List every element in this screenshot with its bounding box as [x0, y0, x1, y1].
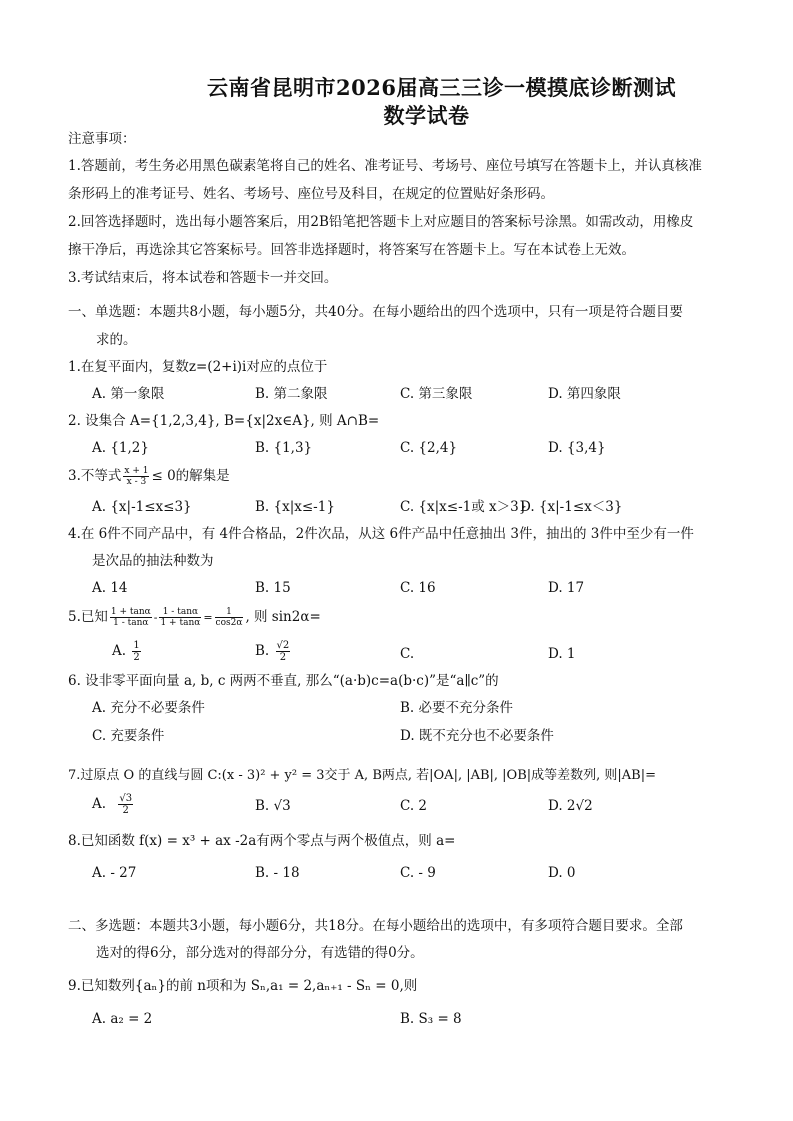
question-5-fraction-2: [159, 607, 201, 628]
question-5-equals: =: [203, 611, 213, 624]
question-5-fraction-3: [215, 607, 244, 628]
question-2-option-d[interactable]: D. {3,4}: [548, 440, 606, 456]
question-9-option-a[interactable]: A. a₂ = 2: [92, 1011, 153, 1027]
question-5-option-b-fraction: [276, 640, 291, 663]
question-5-option-a-fraction: [132, 640, 140, 663]
question-5-option-b-num: √2: [276, 640, 290, 651]
question-1-option-a[interactable]: A. 第一象限: [92, 386, 165, 402]
question-7-option-a-label: A.: [92, 796, 107, 812]
question-3-option-d[interactable]: D. {x|-1≤x＜3}: [520, 499, 623, 515]
question-4-option-c[interactable]: C. 16: [400, 580, 436, 596]
question-4-option-b[interactable]: B. 15: [255, 580, 291, 596]
question-5-fraction-1: [110, 607, 152, 628]
question-3-stem: [68, 466, 230, 487]
question-7-option-a[interactable]: [92, 793, 135, 816]
section2-heading: 二、多选题：本题共3小题，每小题6分，共18分。在每小题给出的选项中，有多项符合题目要求。全部: [68, 918, 683, 934]
question-7-option-c[interactable]: C. 2: [400, 798, 428, 814]
question-5-fraction-3-num: 1: [215, 607, 244, 618]
notice-item-1a: 1.答题前，考生务必用黑色碳素笔将自己的姓名、准考证号、考场号、座位号填写在答题卡上，并认真核准: [68, 158, 702, 174]
question-6-stem: 6. 设非零平面向量 a, b, c 两两不垂直, 那么“(a·b)c=a(b·c)”是“a∥c”的: [68, 673, 499, 689]
question-6-option-d[interactable]: D. 既不充分也不必要条件: [400, 728, 554, 744]
question-3-fraction-den: x - 3: [126, 477, 147, 487]
question-5-stem-pre: 5.已知: [68, 609, 108, 625]
exam-title: 云南省昆明市2026届高三三诊一模摸底诊断测试: [207, 75, 676, 100]
question-7-option-b[interactable]: B. √3: [255, 798, 291, 814]
section2-heading-cont: 选对的得6分，部分选对的得部分分，有选错的得0分。: [96, 945, 424, 961]
question-5-option-b-den: 2: [279, 652, 287, 663]
section1-heading: 一、单选题：本题共8小题，每小题5分，共40分。在每小题给出的四个选项中，只有一项是符合题目要: [68, 304, 683, 320]
question-7-stem: 7.过原点 O 的直线与圆 C:(x - 3)² + y² = 3交于 A, B两点, 若|OA|, |AB|, |OB|成等差数列, 则|AB|=: [68, 768, 657, 783]
question-3-option-a[interactable]: A. {x|-1≤x≤3}: [92, 499, 192, 515]
notice-heading: 注意事项：: [68, 131, 136, 147]
question-6-option-c[interactable]: C. 充要条件: [92, 728, 165, 744]
question-9-option-b[interactable]: B. S₃ = 8: [400, 1011, 462, 1027]
question-7-option-d[interactable]: D. 2√2: [548, 798, 593, 814]
question-5-fraction-1-den: 1 - tanα: [113, 618, 149, 628]
question-5-minus: -: [153, 611, 158, 624]
question-2-option-b[interactable]: B. {1,3}: [255, 440, 313, 456]
question-1-option-c[interactable]: C. 第三象限: [400, 386, 473, 402]
question-8-option-c[interactable]: C. - 9: [400, 865, 436, 881]
question-3-option-c[interactable]: C. {x|x≤-1或 x＞3}: [400, 499, 528, 515]
question-2-stem: 2. 设集合 A={1,2,3,4}, B={x|2x∈A}, 则 A∩B=: [68, 413, 380, 429]
notice-item-3: 3.考试结束后，将本试卷和答题卡一并交回。: [68, 270, 338, 286]
question-7-option-a-fraction: [118, 793, 133, 816]
question-7-option-a-num: √3: [119, 793, 133, 804]
question-2-option-a[interactable]: A. {1,2}: [92, 440, 149, 456]
question-8-option-a[interactable]: A. - 27: [92, 865, 137, 881]
question-5-option-b-label: B.: [255, 643, 270, 659]
question-1-stem: 1.在复平面内，复数z=(2+i)i对应的点位于: [68, 359, 328, 375]
question-4-option-d[interactable]: D. 17: [548, 580, 585, 596]
question-5-option-a-num: 1: [133, 640, 140, 651]
question-5-option-d[interactable]: D. 1: [548, 646, 576, 662]
exam-subtitle: 数学试卷: [383, 103, 470, 128]
question-8-option-b[interactable]: B. - 18: [255, 865, 300, 881]
question-3-stem-post: ≤ 0的解集是: [151, 468, 230, 484]
notice-item-1b: 条形码上的准考证号、姓名、考场号、座位号及科目，在规定的位置贴好条形码。: [68, 186, 554, 202]
question-8-option-d[interactable]: D. 0: [548, 865, 576, 881]
question-5-option-a-den: 2: [133, 652, 140, 663]
question-4-stem-cont: 是次品的抽法种数为: [92, 553, 214, 569]
section1-heading-cont: 求的。: [96, 332, 137, 348]
question-4-stem: 4.在 6件不同产品中，有 4件合格品，2件次品，从这 6件产品中任意抽出 3件，抽出的 3件中至少有一件: [68, 526, 694, 542]
question-5-option-a-label: A.: [112, 643, 127, 659]
question-3-stem-pre: 3.不等式: [68, 468, 122, 484]
question-5-stem-post: , 则 sin2α=: [245, 609, 321, 625]
question-6-option-b[interactable]: B. 必要不充分条件: [400, 700, 514, 716]
notice-item-2a: 2.回答选择题时，选出每小题答案后，用2B铅笔把答题卡上对应题目的答案标号涂黑。如需改动，用橡皮: [68, 214, 694, 230]
question-9-stem: 9.已知数列{aₙ}的前 n项和为 Sₙ,a₁ = 2,aₙ₊₁ - Sₙ = 0,则: [68, 978, 418, 994]
question-5-fraction-3-den: cos2α: [215, 618, 243, 628]
question-5-stem: [68, 607, 321, 628]
question-5-fraction-1-num: 1 + tanα: [110, 607, 151, 617]
question-6-option-a[interactable]: A. 充分不必要条件: [92, 700, 205, 716]
notice-item-2b: 擦干净后，再选涂其它答案标号。回答非选择题时，将答案写在答题卡上。写在本试卷上无效。: [68, 242, 635, 258]
question-3-fraction: [123, 466, 149, 487]
question-5-option-b[interactable]: [255, 640, 292, 663]
question-2-option-c[interactable]: C. {2,4}: [400, 440, 458, 456]
question-3-fraction-num: x + 1: [124, 466, 149, 476]
question-7-option-a-den: 2: [122, 805, 129, 816]
question-5-option-a[interactable]: [112, 640, 143, 663]
question-1-option-d[interactable]: D. 第四象限: [548, 386, 621, 402]
question-1-option-b[interactable]: B. 第二象限: [255, 386, 328, 402]
question-5-fraction-2-num: 1 - tanα: [159, 607, 201, 618]
question-5-fraction-2-den: 1 + tanα: [160, 618, 201, 628]
question-4-option-a[interactable]: A. 14: [92, 580, 128, 596]
question-8-stem: 8.已知函数 f(x) = x³ + ax -2a有两个零点与两个极值点，则 a=: [68, 833, 456, 849]
question-3-option-b[interactable]: B. {x|x≤-1}: [255, 499, 335, 515]
question-5-option-c[interactable]: C.: [400, 646, 415, 662]
